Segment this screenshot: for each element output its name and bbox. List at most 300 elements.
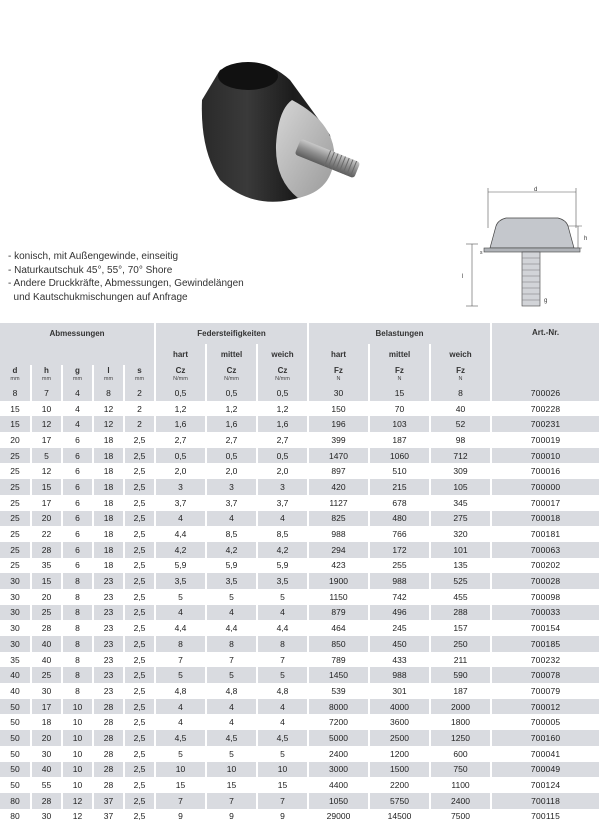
article-number-cell: 700228 xyxy=(491,401,600,417)
table-row xyxy=(0,448,600,464)
table-cell: 4 xyxy=(62,401,93,417)
table-cell: 1500 xyxy=(369,762,430,778)
column-name: g xyxy=(75,366,80,375)
table-cell: 30 xyxy=(0,589,31,605)
table-cell: 0,5 xyxy=(155,448,206,464)
table-cell: 101 xyxy=(430,542,491,558)
table-cell: 4 xyxy=(155,511,206,527)
article-number-cell: 700063 xyxy=(491,542,600,558)
table-cell: 8 xyxy=(257,636,308,652)
column-header-g xyxy=(62,365,93,385)
table-cell: 9 xyxy=(155,809,206,824)
table-cell: 10 xyxy=(62,730,93,746)
table-row xyxy=(0,526,600,542)
table-cell: 23 xyxy=(93,605,124,621)
article-number-cell: 700028 xyxy=(491,573,600,589)
table-cell: 7200 xyxy=(308,714,369,730)
table-cell: 28 xyxy=(31,542,62,558)
table-cell: 30 xyxy=(0,573,31,589)
table-cell: 1,6 xyxy=(206,416,257,432)
table-cell: 5 xyxy=(206,589,257,605)
subheader-weich: weich xyxy=(430,344,491,365)
table-cell: 2,5 xyxy=(124,667,155,683)
column-name: Fz xyxy=(456,366,465,375)
table-cell: 12 xyxy=(31,463,62,479)
table-cell: 15 xyxy=(257,777,308,793)
drawing-label-d: d xyxy=(534,187,538,193)
table-cell: 8 xyxy=(62,652,93,668)
subheader-hart: hart xyxy=(155,344,206,365)
table-cell: 5750 xyxy=(369,793,430,809)
spec-table xyxy=(0,323,600,824)
table-cell: 23 xyxy=(93,589,124,605)
table-cell: 40 xyxy=(430,401,491,417)
table-cell: 789 xyxy=(308,652,369,668)
table-cell: 28 xyxy=(93,746,124,762)
table-cell: 10 xyxy=(62,714,93,730)
table-cell: 4 xyxy=(206,699,257,715)
table-cell: 8 xyxy=(206,636,257,652)
table-row xyxy=(0,495,600,511)
table-row xyxy=(0,636,600,652)
table-cell: 40 xyxy=(31,652,62,668)
table-cell: 6 xyxy=(62,558,93,574)
table-row xyxy=(0,573,600,589)
table-cell: 50 xyxy=(0,714,31,730)
article-number-cell: 700181 xyxy=(491,526,600,542)
table-cell: 1150 xyxy=(308,589,369,605)
column-header-fz xyxy=(430,365,491,385)
table-cell: 525 xyxy=(430,573,491,589)
table-cell: 20 xyxy=(0,432,31,448)
table-cell: 215 xyxy=(369,479,430,495)
table-cell: 879 xyxy=(308,605,369,621)
table-cell: 40 xyxy=(31,762,62,778)
table-cell: 15 xyxy=(31,479,62,495)
table-cell: 2,5 xyxy=(124,479,155,495)
column-unit: N xyxy=(397,376,402,382)
table-row xyxy=(0,762,600,778)
table-cell: 4 xyxy=(206,511,257,527)
table-cell: 2,0 xyxy=(257,463,308,479)
column-name: s xyxy=(137,366,142,375)
drawing-label-l: l xyxy=(462,274,464,280)
table-cell: 50 xyxy=(0,746,31,762)
table-row xyxy=(0,714,600,730)
table-cell: 172 xyxy=(369,542,430,558)
table-cell: 20 xyxy=(31,511,62,527)
table-cell: 2,5 xyxy=(124,809,155,824)
table-cell: 18 xyxy=(31,714,62,730)
table-row xyxy=(0,605,600,621)
table-cell: 5000 xyxy=(308,730,369,746)
table-cell: 7 xyxy=(257,652,308,668)
table-cell: 7 xyxy=(155,652,206,668)
table-cell: 5 xyxy=(206,667,257,683)
table-cell: 2,5 xyxy=(124,495,155,511)
table-row xyxy=(0,652,600,668)
table-cell: 2000 xyxy=(430,699,491,715)
table-cell: 18 xyxy=(93,495,124,511)
table-cell: 15 xyxy=(0,416,31,432)
table-cell: 18 xyxy=(93,479,124,495)
table-cell: 7 xyxy=(257,793,308,809)
table-cell: 12 xyxy=(62,793,93,809)
table-cell: 7 xyxy=(206,793,257,809)
table-row xyxy=(0,463,600,479)
column-header-article xyxy=(491,365,600,385)
group-header-dims: Abmessungen xyxy=(0,323,155,344)
table-cell: 5 xyxy=(155,667,206,683)
column-unit: N/mm xyxy=(173,376,188,382)
table-cell: 897 xyxy=(308,463,369,479)
table-cell: 5 xyxy=(257,746,308,762)
article-number-cell: 700012 xyxy=(491,699,600,715)
subheader-hart: hart xyxy=(308,344,369,365)
table-cell: 7500 xyxy=(430,809,491,824)
column-unit: mm xyxy=(134,376,145,382)
column-name: Cz xyxy=(277,366,288,375)
table-cell: 8,5 xyxy=(257,526,308,542)
article-number-cell: 700010 xyxy=(491,448,600,464)
table-cell: 5 xyxy=(257,667,308,683)
article-number-cell: 700154 xyxy=(491,620,600,636)
drawing-label-h: h xyxy=(584,236,588,242)
table-cell: 3,7 xyxy=(155,495,206,511)
table-row xyxy=(0,667,600,683)
table-cell: 0,5 xyxy=(257,385,308,401)
table-cell: 6 xyxy=(62,511,93,527)
table-row xyxy=(0,809,600,824)
article-number-cell: 700185 xyxy=(491,636,600,652)
table-cell: 8 xyxy=(62,589,93,605)
table-cell: 12 xyxy=(93,401,124,417)
table-cell: 50 xyxy=(0,699,31,715)
table-cell: 1,6 xyxy=(155,416,206,432)
table-cell: 150 xyxy=(308,401,369,417)
table-cell: 464 xyxy=(308,620,369,636)
table-cell: 6 xyxy=(62,495,93,511)
table-cell: 4 xyxy=(257,714,308,730)
table-cell: 8 xyxy=(62,636,93,652)
table-cell: 988 xyxy=(308,526,369,542)
table-cell: 712 xyxy=(430,448,491,464)
feature-item: und Kautschukmischungen auf Anfrage xyxy=(8,291,188,303)
table-cell: 28 xyxy=(93,714,124,730)
table-cell: 8000 xyxy=(308,699,369,715)
table-row xyxy=(0,511,600,527)
table-cell: 496 xyxy=(369,605,430,621)
subheader-weich: weich xyxy=(257,344,308,365)
table-cell: 28 xyxy=(93,730,124,746)
table-cell: 196 xyxy=(308,416,369,432)
table-cell: 105 xyxy=(430,479,491,495)
table-cell: 2,0 xyxy=(206,463,257,479)
table-cell: 5 xyxy=(155,746,206,762)
table-cell: 1100 xyxy=(430,777,491,793)
table-row xyxy=(0,385,600,401)
table-cell: 450 xyxy=(369,636,430,652)
table-cell: 25 xyxy=(0,448,31,464)
table-cell: 17 xyxy=(31,699,62,715)
feature-item: - Andere Druckkräfte, Abmessungen, Gewindelängen xyxy=(8,278,244,289)
table-cell: 4,4 xyxy=(155,526,206,542)
table-cell: 2,0 xyxy=(155,463,206,479)
table-cell: 6 xyxy=(62,432,93,448)
table-cell: 23 xyxy=(93,652,124,668)
table-cell: 40 xyxy=(0,667,31,683)
table-cell: 245 xyxy=(369,620,430,636)
table-cell: 187 xyxy=(430,683,491,699)
table-cell: 103 xyxy=(369,416,430,432)
table-cell: 2,5 xyxy=(124,652,155,668)
article-number-cell: 700005 xyxy=(491,714,600,730)
table-cell: 80 xyxy=(0,809,31,824)
table-cell: 80 xyxy=(0,793,31,809)
article-number-cell: 700049 xyxy=(491,762,600,778)
table-cell: 6 xyxy=(62,463,93,479)
table-cell: 55 xyxy=(31,777,62,793)
table-cell: 28 xyxy=(93,699,124,715)
table-cell: 10 xyxy=(62,762,93,778)
table-cell: 0,5 xyxy=(257,448,308,464)
table-cell: 8 xyxy=(62,605,93,621)
article-number-cell: 700098 xyxy=(491,589,600,605)
table-cell: 510 xyxy=(369,463,430,479)
table-cell: 4,5 xyxy=(257,730,308,746)
table-cell: 4 xyxy=(62,416,93,432)
table-cell: 2400 xyxy=(430,793,491,809)
column-name: Cz xyxy=(226,366,237,375)
column-unit: N/mm xyxy=(275,376,290,382)
article-number-cell: 700202 xyxy=(491,558,600,574)
table-cell: 30 xyxy=(0,636,31,652)
table-cell: 4,2 xyxy=(257,542,308,558)
subheader-empty xyxy=(0,344,155,365)
table-cell: 25 xyxy=(31,605,62,621)
table-cell: 5 xyxy=(155,589,206,605)
table-cell: 5 xyxy=(31,448,62,464)
table-cell: 2,5 xyxy=(124,526,155,542)
table-cell: 2,5 xyxy=(124,511,155,527)
subheader-mittel: mittel xyxy=(206,344,257,365)
table-cell: 1,2 xyxy=(155,401,206,417)
table-cell: 539 xyxy=(308,683,369,699)
column-name: h xyxy=(44,366,49,375)
table-cell: 18 xyxy=(93,432,124,448)
drawing-label-s: s xyxy=(480,250,483,256)
article-number-cell: 700018 xyxy=(491,511,600,527)
article-number-cell: 700026 xyxy=(491,385,600,401)
feature-item: - konisch, mit Außengewinde, einseitig xyxy=(8,251,179,262)
table-cell: 3,5 xyxy=(206,573,257,589)
table-cell: 301 xyxy=(369,683,430,699)
table-cell: 28 xyxy=(93,762,124,778)
table-cell: 157 xyxy=(430,620,491,636)
table-cell: 288 xyxy=(430,605,491,621)
table-cell: 5 xyxy=(206,746,257,762)
article-number-cell: 700232 xyxy=(491,652,600,668)
table-cell: 5,9 xyxy=(257,558,308,574)
table-cell: 420 xyxy=(308,479,369,495)
table-cell: 480 xyxy=(369,511,430,527)
table-cell: 2,5 xyxy=(124,542,155,558)
table-cell: 18 xyxy=(93,511,124,527)
table-cell: 4 xyxy=(257,699,308,715)
table-cell: 25 xyxy=(0,558,31,574)
technical-drawing xyxy=(458,186,598,308)
table-cell: 30 xyxy=(31,683,62,699)
table-cell: 4 xyxy=(257,605,308,621)
table-cell: 40 xyxy=(0,683,31,699)
column-unit: N/mm xyxy=(224,376,239,382)
table-cell: 8 xyxy=(62,620,93,636)
article-number-cell: 700016 xyxy=(491,463,600,479)
table-cell: 3,7 xyxy=(257,495,308,511)
table-row xyxy=(0,558,600,574)
table-cell: 399 xyxy=(308,432,369,448)
table-cell: 2200 xyxy=(369,777,430,793)
group-header-load: Belastungen xyxy=(308,323,491,344)
table-cell: 4,8 xyxy=(155,683,206,699)
table-cell: 1900 xyxy=(308,573,369,589)
table-cell: 37 xyxy=(93,793,124,809)
table-cell: 8 xyxy=(62,667,93,683)
table-cell: 2,5 xyxy=(124,448,155,464)
table-cell: 30 xyxy=(0,605,31,621)
table-cell: 1250 xyxy=(430,730,491,746)
table-cell: 22 xyxy=(31,526,62,542)
table-cell: 7 xyxy=(31,385,62,401)
column-unit: N xyxy=(336,376,341,382)
article-number-cell: 700000 xyxy=(491,479,600,495)
table-row xyxy=(0,683,600,699)
table-cell: 4,5 xyxy=(155,730,206,746)
table-cell: 2,5 xyxy=(124,793,155,809)
table-cell: 37 xyxy=(93,809,124,824)
table-cell: 20 xyxy=(31,589,62,605)
table-cell: 4 xyxy=(155,605,206,621)
table-row xyxy=(0,401,600,417)
table-cell: 4 xyxy=(257,511,308,527)
table-cell: 4,4 xyxy=(155,620,206,636)
column-header-h xyxy=(31,365,62,385)
table-cell: 250 xyxy=(430,636,491,652)
table-cell: 3 xyxy=(206,479,257,495)
table-cell: 7 xyxy=(155,793,206,809)
table-cell: 3600 xyxy=(369,714,430,730)
table-cell: 5 xyxy=(257,589,308,605)
table-cell: 10 xyxy=(62,746,93,762)
table-cell: 2500 xyxy=(369,730,430,746)
table-cell: 2 xyxy=(124,416,155,432)
table-cell: 52 xyxy=(430,416,491,432)
table-cell: 4,8 xyxy=(206,683,257,699)
table-cell: 3 xyxy=(155,479,206,495)
table-cell: 1800 xyxy=(430,714,491,730)
table-cell: 1127 xyxy=(308,495,369,511)
table-cell: 2,5 xyxy=(124,463,155,479)
article-number-cell: 700124 xyxy=(491,777,600,793)
table-cell: 2,5 xyxy=(124,605,155,621)
table-cell: 23 xyxy=(93,636,124,652)
table-cell: 10 xyxy=(155,762,206,778)
table-cell: 23 xyxy=(93,683,124,699)
table-cell: 35 xyxy=(31,558,62,574)
table-cell: 8 xyxy=(62,573,93,589)
product-image xyxy=(180,40,410,250)
table-cell: 25 xyxy=(0,479,31,495)
table-cell: 25 xyxy=(0,526,31,542)
group-header-stiffness: Federsteifigkeiten xyxy=(155,323,308,344)
table-cell: 988 xyxy=(369,667,430,683)
table-cell: 25 xyxy=(31,667,62,683)
column-header-fz xyxy=(308,365,369,385)
table-cell: 18 xyxy=(93,463,124,479)
table-row xyxy=(0,793,600,809)
table-cell: 255 xyxy=(369,558,430,574)
table-cell: 4,4 xyxy=(257,620,308,636)
table-row xyxy=(0,777,600,793)
table-cell: 2,5 xyxy=(124,636,155,652)
column-header-cz xyxy=(206,365,257,385)
table-cell: 4 xyxy=(155,714,206,730)
table-cell: 29000 xyxy=(308,809,369,824)
subheader-mittel: mittel xyxy=(369,344,430,365)
table-cell: 5,9 xyxy=(155,558,206,574)
column-unit: N xyxy=(458,376,463,382)
column-header-s xyxy=(124,365,155,385)
table-cell: 2,5 xyxy=(124,699,155,715)
table-cell: 1050 xyxy=(308,793,369,809)
table-cell: 6 xyxy=(62,479,93,495)
table-cell: 433 xyxy=(369,652,430,668)
table-cell: 10 xyxy=(257,762,308,778)
table-cell: 15 xyxy=(155,777,206,793)
table-cell: 18 xyxy=(93,448,124,464)
table-row xyxy=(0,479,600,495)
table-cell: 2,5 xyxy=(124,777,155,793)
article-number-cell: 700078 xyxy=(491,667,600,683)
table-cell: 12 xyxy=(93,416,124,432)
table-cell: 18 xyxy=(93,526,124,542)
feature-list xyxy=(8,250,308,304)
table-cell: 2,7 xyxy=(257,432,308,448)
table-cell: 4 xyxy=(206,605,257,621)
table-cell: 35 xyxy=(0,652,31,668)
article-number-cell: 700019 xyxy=(491,432,600,448)
table-cell: 825 xyxy=(308,511,369,527)
table-cell: 742 xyxy=(369,589,430,605)
table-cell: 678 xyxy=(369,495,430,511)
column-header-cz xyxy=(155,365,206,385)
drawing-label-g: g xyxy=(544,298,548,304)
table-row xyxy=(0,542,600,558)
article-number-cell: 700041 xyxy=(491,746,600,762)
table-cell: 590 xyxy=(430,667,491,683)
table-cell: 10 xyxy=(206,762,257,778)
table-cell: 30 xyxy=(31,746,62,762)
column-name: Fz xyxy=(395,366,404,375)
feature-item: - Naturkautschuk 45°, 55°, 70° Shore xyxy=(8,264,173,276)
table-cell: 1470 xyxy=(308,448,369,464)
table-cell: 15 xyxy=(369,385,430,401)
table-cell: 7 xyxy=(206,652,257,668)
table-cell: 3 xyxy=(257,479,308,495)
article-number-cell: 700118 xyxy=(491,793,600,809)
table-cell: 4 xyxy=(62,385,93,401)
table-cell: 750 xyxy=(430,762,491,778)
